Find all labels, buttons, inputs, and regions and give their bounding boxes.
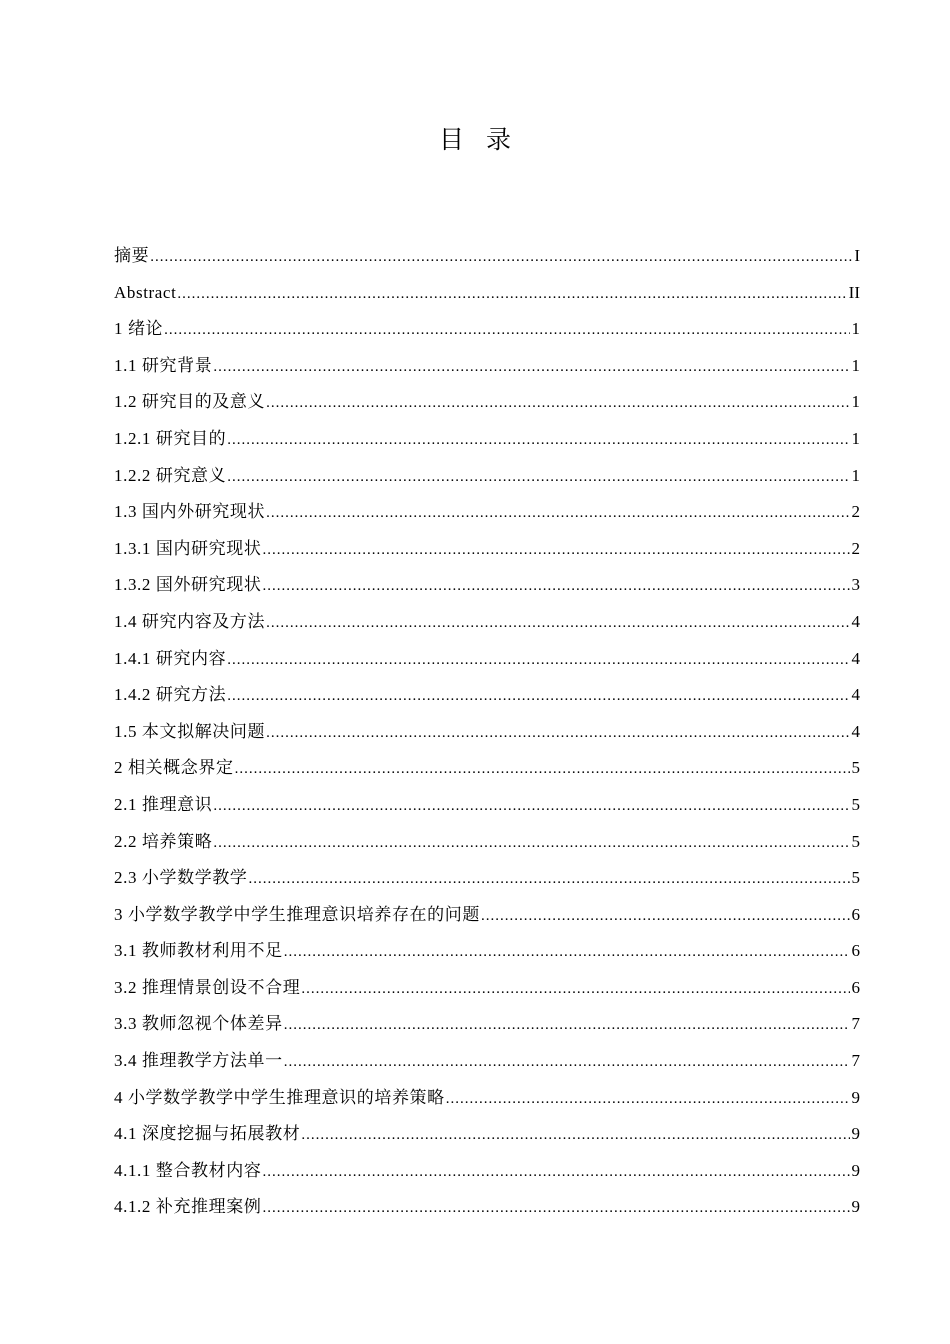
- toc-entry-label: 1.4 研究内容及方法: [114, 611, 266, 631]
- toc-entry-page-number: 9: [851, 1087, 860, 1107]
- toc-entry[interactable]: [114, 1116, 860, 1153]
- dot-leader: [446, 1081, 850, 1118]
- toc-entry-label: 1.3 国内外研究现状: [114, 502, 266, 522]
- toc-entry[interactable]: [114, 933, 860, 970]
- toc-entry-page-number: 1: [851, 465, 860, 485]
- toc-entry-label: 1.1 研究背景: [114, 355, 213, 375]
- toc-entry-page-number: II: [848, 282, 860, 302]
- toc-entry-page-number: 6: [851, 941, 860, 961]
- toc-entry-label: 1.2.1 研究目的: [114, 428, 227, 448]
- toc-entry-page-number: 9: [851, 1124, 860, 1144]
- dot-leader: [262, 568, 849, 605]
- dot-leader: [213, 788, 849, 825]
- toc-entry-label: 2.2 培养策略: [114, 831, 213, 851]
- toc-entry-page-number: I: [854, 246, 860, 265]
- toc-entry-page-number: 1: [851, 428, 860, 448]
- dot-leader: [284, 1044, 850, 1081]
- toc-entry-label: 2.3 小学数学教学: [114, 868, 248, 888]
- toc-entry[interactable]: [114, 970, 860, 1007]
- toc-entry-page-number: 2: [851, 538, 860, 558]
- toc-entry-page-number: 5: [851, 868, 860, 888]
- toc-entry[interactable]: [114, 641, 860, 678]
- toc-entry[interactable]: [114, 494, 860, 531]
- toc-entry[interactable]: [114, 824, 860, 861]
- toc-entry[interactable]: [114, 897, 860, 934]
- dot-leader: [227, 459, 849, 496]
- toc-entry[interactable]: [114, 750, 860, 787]
- toc-entry-label: 4.1.2 补充推理案例: [114, 1197, 262, 1217]
- toc-entry[interactable]: [114, 384, 860, 421]
- toc-entry-label: 4.1 深度挖掘与拓展教材: [114, 1124, 301, 1144]
- toc-entry-page-number: 1: [851, 355, 860, 375]
- toc-entry[interactable]: [114, 458, 860, 495]
- toc-entry[interactable]: [114, 1006, 860, 1043]
- dot-leader: [227, 422, 849, 459]
- dot-leader: [262, 1154, 849, 1191]
- dot-leader: [150, 239, 852, 276]
- toc-entry-label: 1.2 研究目的及意义: [114, 392, 266, 412]
- toc-entry-label: 2 相关概念界定: [114, 758, 234, 778]
- dot-leader: [235, 751, 850, 788]
- toc-entry[interactable]: [114, 714, 860, 751]
- toc-entry-page-number: 3: [851, 575, 860, 595]
- toc-entry[interactable]: [114, 531, 860, 568]
- toc-entry-label: 3 小学数学教学中学生推理意识培养存在的问题: [114, 904, 480, 924]
- toc-entry-label: 1.2.2 研究意义: [114, 465, 227, 485]
- toc-entry-page-number: 4: [851, 685, 860, 705]
- toc-entry-label: 4 小学数学教学中学生推理意识的培养策略: [114, 1087, 445, 1107]
- dot-leader: [213, 825, 849, 862]
- toc-entry-page-number: 4: [851, 611, 860, 631]
- dot-leader: [301, 971, 849, 1008]
- dot-leader: [227, 678, 849, 715]
- toc-entry-page-number: 6: [851, 904, 860, 924]
- toc-entry-page-number: 6: [851, 977, 860, 997]
- toc-entry-page-number: 4: [851, 648, 860, 668]
- toc-entry-page-number: 5: [851, 758, 860, 778]
- dot-leader: [481, 898, 850, 935]
- toc-entry-label: 3.3 教师忽视个体差异: [114, 1014, 283, 1034]
- dot-leader: [177, 276, 846, 313]
- toc-entry-page-number: 7: [851, 1014, 860, 1034]
- toc-entry-label: 1.4.2 研究方法: [114, 685, 227, 705]
- toc-entry[interactable]: [114, 421, 860, 458]
- toc-entry[interactable]: [114, 860, 860, 897]
- toc-entry-label: 3.4 推理教学方法单一: [114, 1051, 283, 1071]
- dot-leader: [284, 934, 850, 971]
- toc-entry[interactable]: [114, 275, 860, 312]
- dot-leader: [301, 1117, 849, 1154]
- toc-entry-label: 摘要: [114, 246, 150, 265]
- toc-entry-label: Abstract: [114, 282, 177, 302]
- table-of-contents: [114, 238, 860, 1226]
- toc-entry-label: 1.3.1 国内研究现状: [114, 538, 262, 558]
- dot-leader: [262, 532, 849, 569]
- page-title: 目录: [438, 125, 533, 154]
- dot-leader: [262, 1190, 849, 1227]
- toc-entry[interactable]: [114, 787, 860, 824]
- toc-entry-label: 3.2 推理情景创设不合理: [114, 977, 301, 997]
- toc-entry-label: 1 绪论: [114, 319, 164, 339]
- dot-leader: [266, 495, 849, 532]
- toc-entry-page-number: 2: [851, 502, 860, 522]
- toc-entry[interactable]: [114, 1189, 860, 1226]
- toc-entry-label: 1.4.1 研究内容: [114, 648, 227, 668]
- toc-entry-page-number: 4: [851, 721, 860, 741]
- toc-entry-page-number: 1: [851, 319, 860, 339]
- dot-leader: [266, 385, 849, 422]
- toc-entry[interactable]: [114, 311, 860, 348]
- dot-leader: [284, 1007, 850, 1044]
- toc-entry[interactable]: [114, 238, 860, 275]
- toc-entry[interactable]: [114, 1153, 860, 1190]
- toc-entry-page-number: 7: [851, 1051, 860, 1071]
- dot-leader: [266, 715, 849, 752]
- toc-entry[interactable]: [114, 677, 860, 714]
- toc-entry[interactable]: [114, 1043, 860, 1080]
- dot-leader: [266, 605, 849, 642]
- toc-entry-label: 2.1 推理意识: [114, 794, 213, 814]
- toc-entry-page-number: 5: [851, 831, 860, 851]
- toc-entry-page-number: 9: [851, 1160, 860, 1180]
- toc-entry-label: 3.1 教师教材利用不足: [114, 941, 283, 961]
- toc-entry-label: 1.3.2 国外研究现状: [114, 575, 262, 595]
- dot-leader: [213, 349, 849, 386]
- dot-leader: [164, 312, 849, 349]
- toc-entry-page-number: 9: [851, 1197, 860, 1217]
- dot-leader: [249, 861, 850, 898]
- toc-entry-page-number: 1: [851, 392, 860, 412]
- toc-entry-label: 4.1.1 整合教材内容: [114, 1160, 262, 1180]
- toc-entry[interactable]: [114, 1080, 860, 1117]
- toc-entry[interactable]: [114, 604, 860, 641]
- toc-entry[interactable]: [114, 348, 860, 385]
- dot-leader: [227, 642, 849, 679]
- toc-entry-page-number: 5: [851, 794, 860, 814]
- toc-entry[interactable]: [114, 567, 860, 604]
- toc-entry-label: 1.5 本文拟解决问题: [114, 721, 266, 741]
